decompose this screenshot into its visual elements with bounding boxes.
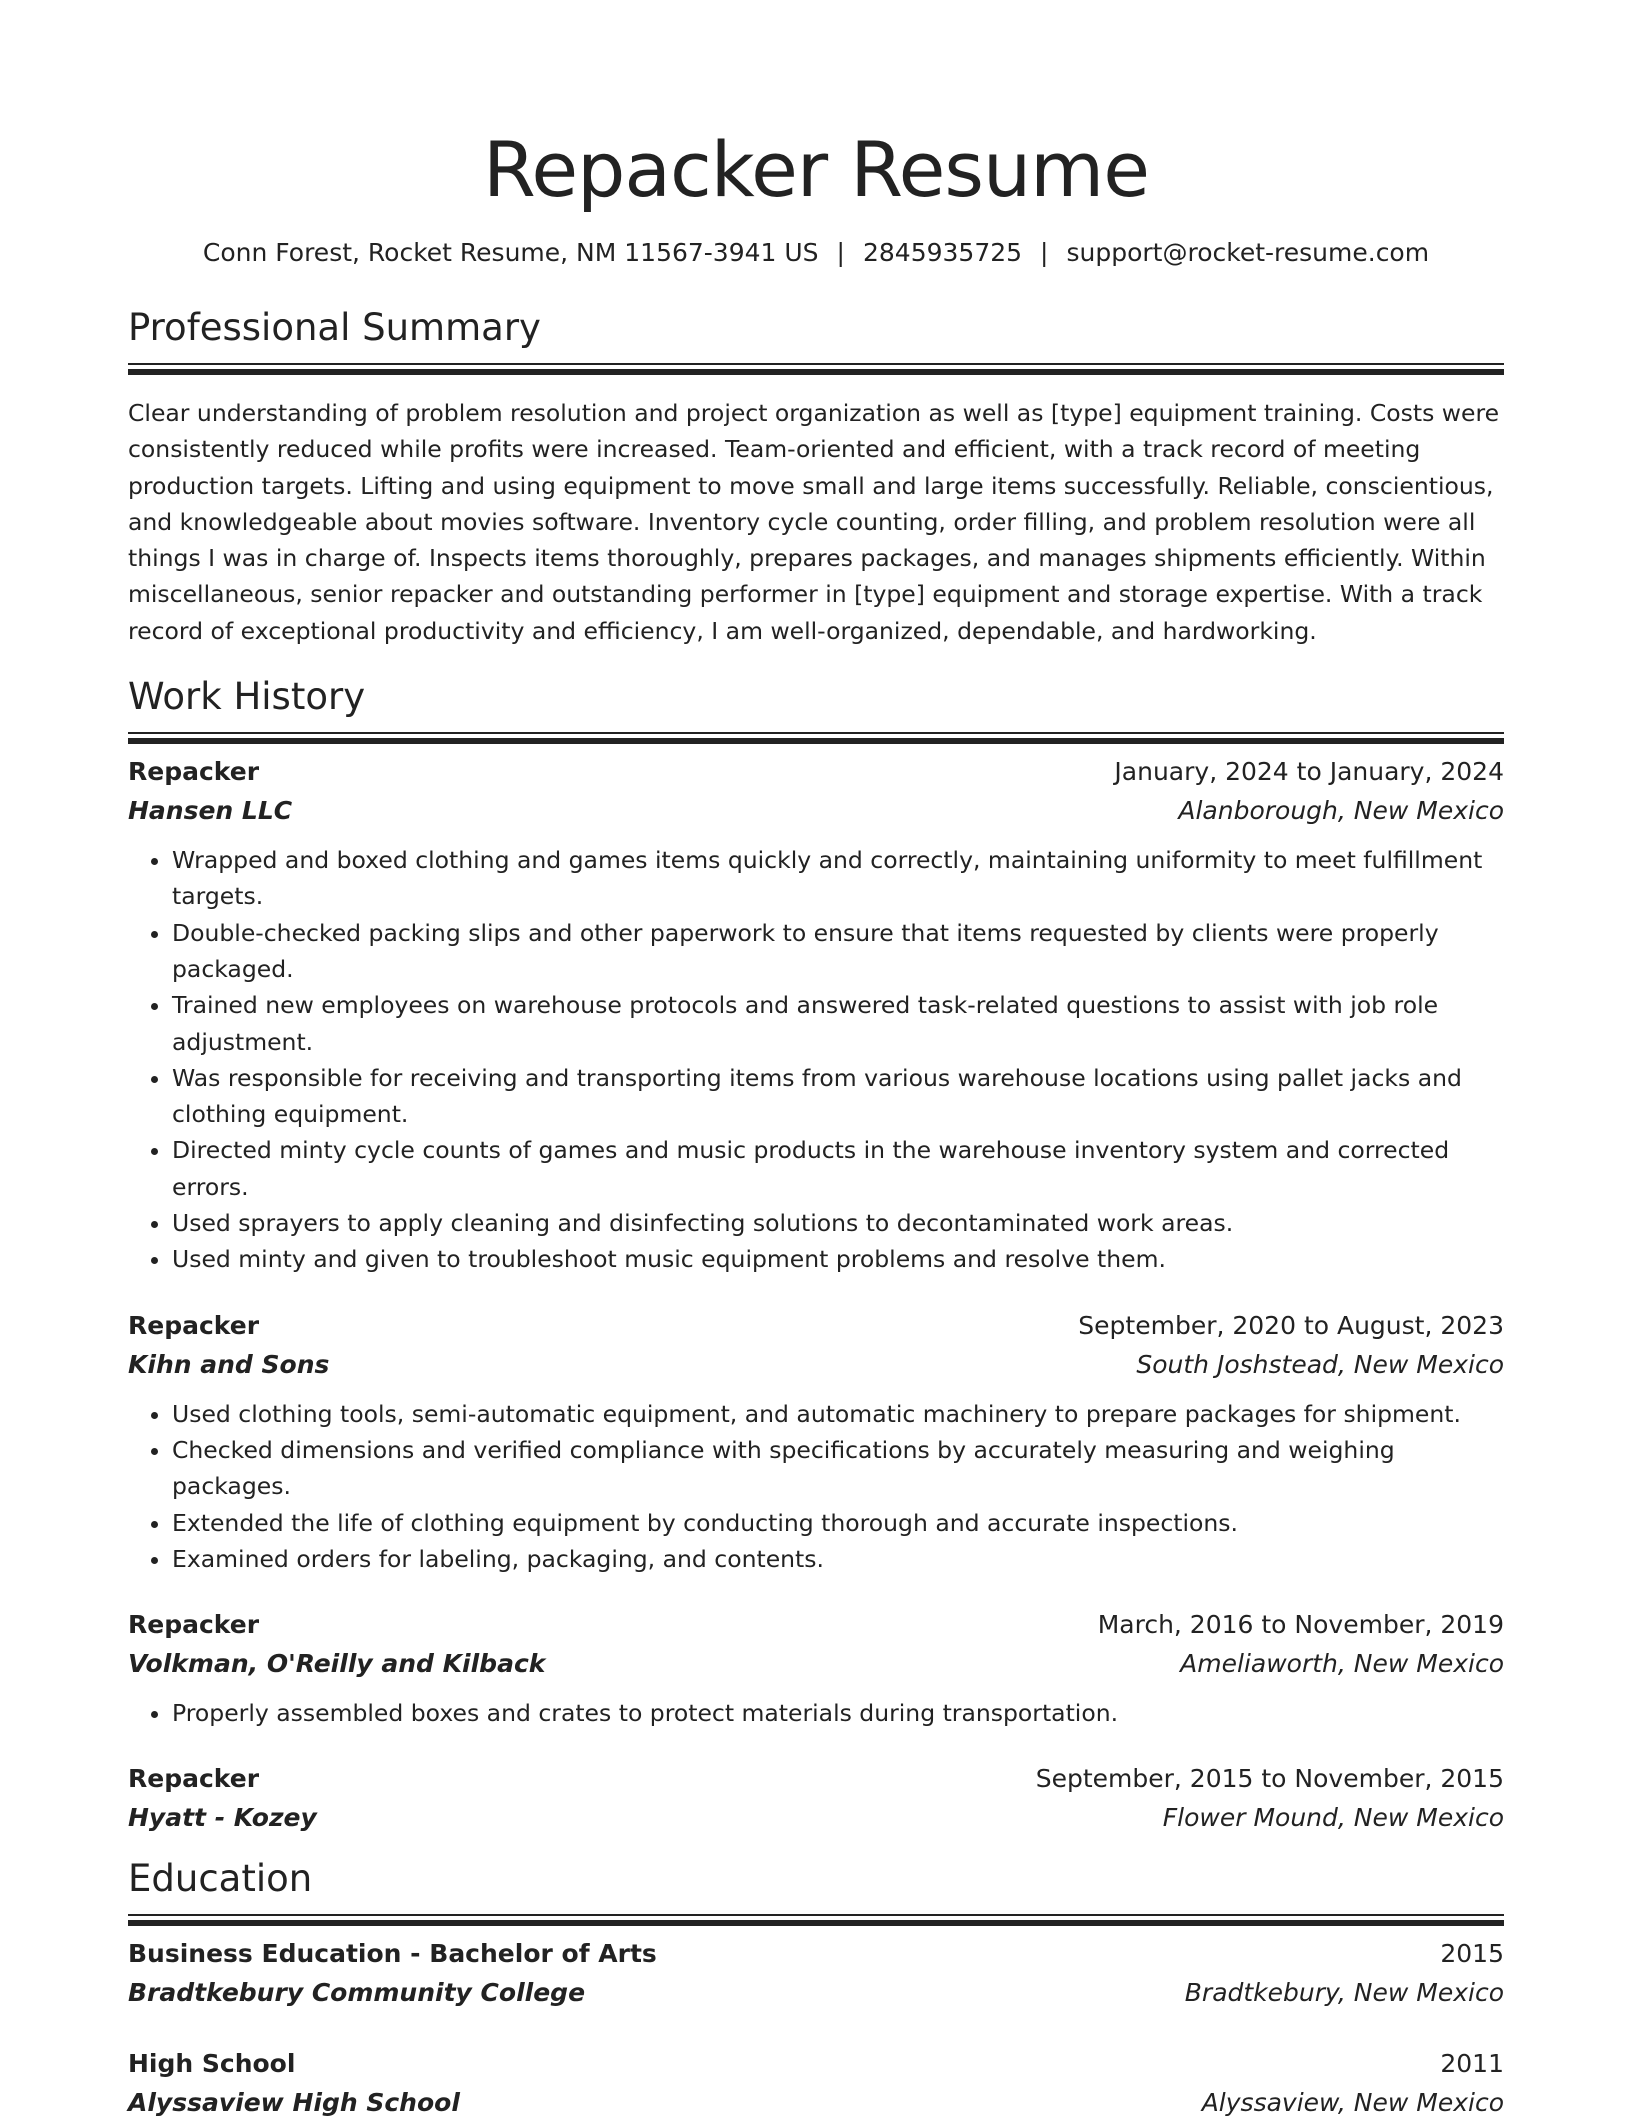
job-bullet: • Was responsible for receiving and transporting items from various warehouse locations using pallet jacks and clothing equipment. <box>172 1060 1504 1133</box>
contact-email: support@rocket-resume.com <box>1066 238 1430 267</box>
education-school: Alyssaview High School <box>128 2088 460 2118</box>
job-bullet: • Used sprayers to apply cleaning and disinfecting solutions to decontaminated work areas. <box>172 1205 1504 1241</box>
job-role: Repacker <box>128 757 260 787</box>
job-bullet: • Double-checked packing slips and other paperwork to ensure that items requested by clients were properly packaged. <box>172 915 1504 988</box>
job-employer: Hyatt - Kozey <box>128 1803 317 1833</box>
summary-section <box>128 304 1504 649</box>
contact-address: Conn Forest, Rocket Resume, NM 11567-3941 US <box>202 238 819 267</box>
job-entry <box>128 752 1504 1278</box>
resume-page <box>128 0 1504 2122</box>
job-entry <box>128 1605 1504 1731</box>
summary-text: Clear understanding of problem resolution and project organization as well as [type] equipment training. Costs were consistently reduced while profits were increased. Team-oriented and efficient, with a track record of meeting production targets. Lifting and using equipment to move small and large items successfully. Reliable, conscientious, and knowledgeable about movies software. Inventory cycle counting, order filling, and problem resolution were all things I was in charge of. Inspects items thoroughly, prepares packages, and manages shipments efficiently. Within miscellaneous, senior repacker and outstanding performer in [type] equipment and storage expertise. With a track record of exceptional productivity and efficiency, I am well-organized, dependable, and hardworking. <box>128 399 1500 645</box>
education-location: Bradtkebury, New Mexico <box>1184 1978 1504 2008</box>
job-employer: Volkman, O'Reilly and Kilback <box>128 1649 546 1679</box>
job-location: Flower Mound, New Mexico <box>1162 1803 1504 1833</box>
education-degree: Business Education - Bachelor of Arts <box>128 1939 657 1969</box>
section-heading-summary: Professional Summary <box>128 306 541 349</box>
job-bullet: • Checked dimensions and verified compliance with specifications by accurately measuring and weighing packages. <box>172 1432 1504 1505</box>
contact-separator: | <box>836 238 845 267</box>
job-role: Repacker <box>128 1310 260 1340</box>
education-year: 2011 <box>1440 2049 1504 2079</box>
resume-title: Repacker Resume <box>483 125 1149 214</box>
job-bullet: • Wrapped and boxed clothing and games items quickly and correctly, maintaining uniformity to meet fulfillment targets. <box>172 842 1504 915</box>
education-entry <box>128 2044 1504 2122</box>
job-role: Repacker <box>128 1764 260 1794</box>
job-bullet: • Extended the life of clothing equipment by conducting thorough and accurate inspections. <box>172 1505 1504 1541</box>
job-bullet: • Used minty and given to troubleshoot music equipment problems and resolve them. <box>172 1241 1504 1277</box>
job-location: South Joshstead, New Mexico <box>1136 1349 1504 1379</box>
job-location: Ameliaworth, New Mexico <box>1180 1649 1504 1679</box>
job-employer: Hansen LLC <box>128 796 293 826</box>
job-entry <box>128 1306 1504 1577</box>
contact-line <box>128 236 1504 270</box>
job-bullet: • Used clothing tools, semi-automatic equipment, and automatic machinery to prepare packages for shipment. <box>172 1396 1504 1432</box>
contact-phone: 2845935725 <box>862 238 1023 267</box>
education-section <box>128 1855 1504 2122</box>
job-location: Alanborough, New Mexico <box>1178 796 1504 826</box>
job-role: Repacker <box>128 1610 260 1640</box>
job-bullet-list <box>128 842 1504 1278</box>
job-dates: March, 2016 to November, 2019 <box>1097 1610 1504 1640</box>
section-heading-education: Education <box>128 1857 313 1901</box>
education-year: 2015 <box>1440 1939 1504 1969</box>
contact-separator: | <box>1040 238 1049 267</box>
job-entry <box>128 1759 1504 1837</box>
education-degree: High School <box>128 2049 296 2079</box>
job-dates: September, 2015 to November, 2015 <box>1035 1764 1504 1794</box>
job-bullet: • Properly assembled boxes and crates to protect materials during transportation. <box>172 1695 1504 1731</box>
section-divider <box>128 363 1504 365</box>
job-bullet-list <box>128 1396 1504 1577</box>
education-school: Bradtkebury Community College <box>128 1978 586 2008</box>
job-bullet: • Examined orders for labeling, packaging, and contents. <box>172 1541 1504 1577</box>
education-entry <box>128 1934 1504 2012</box>
section-divider <box>128 732 1504 734</box>
work-history-section <box>128 673 1504 1837</box>
job-employer: Kihn and Sons <box>128 1349 330 1379</box>
job-bullet: • Trained new employees on warehouse protocols and answered task-related questions to assist with job role adjustment. <box>172 987 1504 1060</box>
section-divider <box>128 1914 1504 1916</box>
job-bullet-list <box>128 1695 1504 1731</box>
job-dates: January, 2024 to January, 2024 <box>1114 757 1504 787</box>
job-bullet: • Directed minty cycle counts of games and music products in the warehouse inventory system and corrected errors. <box>172 1132 1504 1205</box>
education-location: Alyssaview, New Mexico <box>1201 2088 1504 2118</box>
job-dates: September, 2020 to August, 2023 <box>1078 1310 1504 1340</box>
section-heading-work-history: Work History <box>128 675 366 719</box>
